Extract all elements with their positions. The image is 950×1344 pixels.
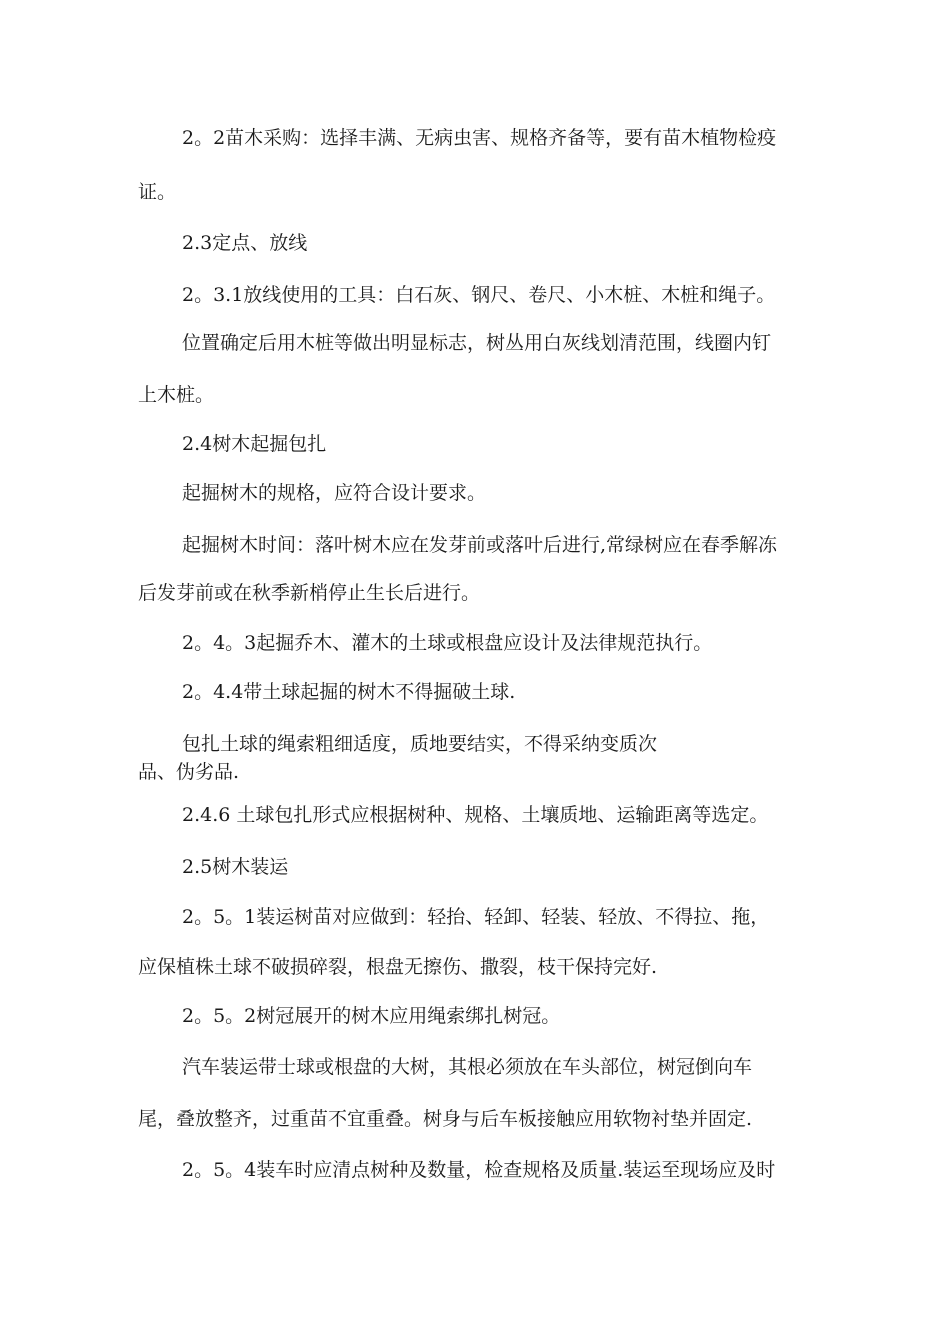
text-line: 后发芽前或在秋季新梢停止生长后进行。 xyxy=(138,582,481,604)
text-line: 起掘树木时间：落叶树木应在发芽前或落叶后进行,常绿树应在春季解冻 xyxy=(182,534,778,556)
text-line: 2。4。3起掘乔木、灌木的土球或根盘应设计及法律规范执行。 xyxy=(182,632,713,654)
text-line: 2。5。1装运树苗对应做到：轻抬、轻卸、轻装、轻放、不得拉、拖， xyxy=(182,906,770,928)
text-line: 起掘树木的规格，应符合设计要求。 xyxy=(182,482,487,504)
text-line: 2。5。4装车时应清点树种及数量，检查规格及质量.装运至现场应及时 xyxy=(182,1159,776,1181)
text-line: 2。2苗木采购：选择丰满、无病虫害、规格齐备等，要有苗木植物检疫 xyxy=(182,127,777,149)
text-line: 2。4.4带土球起掘的树木不得掘破土球. xyxy=(182,681,516,703)
text-line: 证。 xyxy=(138,181,177,203)
section-heading: 2.3定点、放线 xyxy=(182,232,308,254)
section-heading: 2.4树木起掘包扎 xyxy=(182,433,327,455)
text-line: 应保植株土球不破损碎裂，根盘无擦伤、撒裂，枝干保持完好. xyxy=(138,956,658,978)
text-line: 位置确定后用木桩等做出明显标志，树丛用白灰线划清范围，线圈内钉 xyxy=(182,332,772,354)
text-line: 2.4.6 土球包扎形式应根据树种、规格、土壤质地、运输距离等选定。 xyxy=(182,804,769,826)
text-line: 尾，叠放整齐，过重苗不宜重叠。树身与后车板接触应用软物衬垫并固定. xyxy=(138,1108,753,1130)
text-line: 包扎土球的绳索粗细适度，质地要结实，不得采纳变质次 xyxy=(182,733,658,755)
text-line: 汽车装运带士球或根盘的大树，其根必须放在车头部位，树冠倒向车 xyxy=(182,1056,753,1078)
text-line: 品、伪劣品. xyxy=(138,761,240,783)
section-heading: 2.5树木装运 xyxy=(182,856,289,878)
text-line: 2。5。2树冠展开的树木应用绳索绑扎树冠。 xyxy=(182,1005,561,1027)
text-line: 2。3.1放线使用的工具：白石灰、钢尺、卷尺、小木桩、木桩和绳子。 xyxy=(182,284,776,306)
text-line: 上木桩。 xyxy=(138,384,215,406)
